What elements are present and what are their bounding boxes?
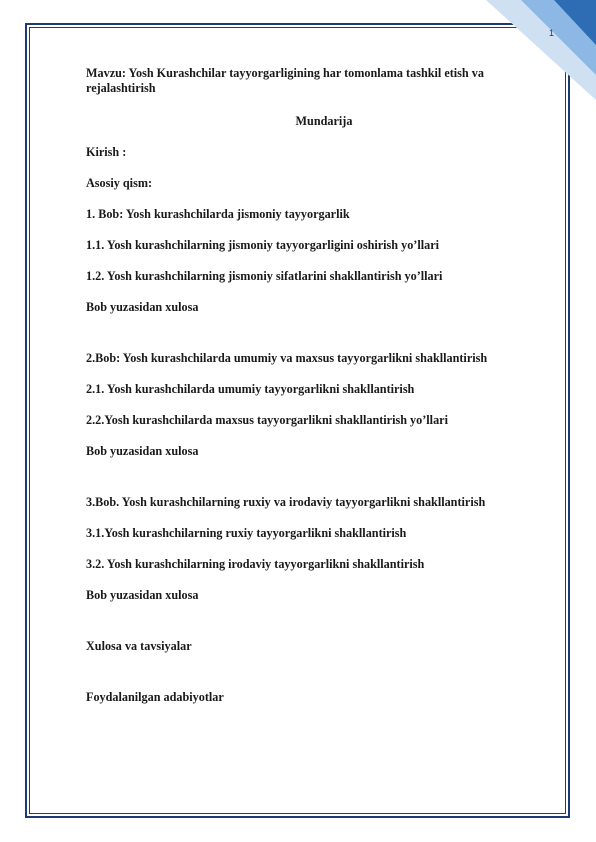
toc-item: 1. Bob: Yosh kurashchilarda jismoniy tayyorgarlik	[86, 207, 350, 221]
toc-item: 2.Bob: Yosh kurashchilarda umumiy va maxsus tayyorgarlikni shakllantirish	[86, 351, 488, 365]
document-body	[86, 66, 556, 705]
toc-item: 3.Bob. Yosh kurashchilarning ruxiy va irodaviy tayyorgarlikni shakllantirish	[86, 495, 486, 509]
toc-heading: Mundarija	[295, 114, 353, 128]
toc-item: 2.1. Yosh kurashchilarda umumiy tayyorgarlikni shakllantirish	[86, 382, 415, 396]
document-title: Mavzu: Yosh Kurashchilar tayyorgarligining har tomonlama tashkil etish va rejalashtirish	[86, 66, 484, 95]
toc-item: Foydalanilgan adabiyotlar	[86, 690, 224, 704]
page-number: 1	[548, 28, 554, 38]
toc-item: Kirish :	[86, 145, 127, 159]
toc-item: Bob yuzasidan xulosa	[86, 300, 199, 314]
toc-item: 1.1. Yosh kurashchilarning jismoniy tayyorgarligini oshirish yo’llari	[86, 238, 440, 252]
toc-item: Asosiy qism:	[86, 176, 153, 190]
toc-item: 3.2. Yosh kurashchilarning irodaviy tayyorgarlikni shakllantirish	[86, 557, 425, 571]
toc-item: Xulosa va tavsiyalar	[86, 639, 192, 653]
toc-item: 3.1.Yosh kurashchilarning ruxiy tayyorgarlikni shakllantirish	[86, 526, 407, 540]
toc-item: Bob yuzasidan xulosa	[86, 588, 199, 602]
toc-item: Bob yuzasidan xulosa	[86, 444, 199, 458]
toc-item: 1.2. Yosh kurashchilarning jismoniy sifatlarini shakllantirish yo’llari	[86, 269, 443, 283]
toc-item: 2.2.Yosh kurashchilarda maxsus tayyorgarlikni shakllantirish yo’llari	[86, 413, 448, 427]
